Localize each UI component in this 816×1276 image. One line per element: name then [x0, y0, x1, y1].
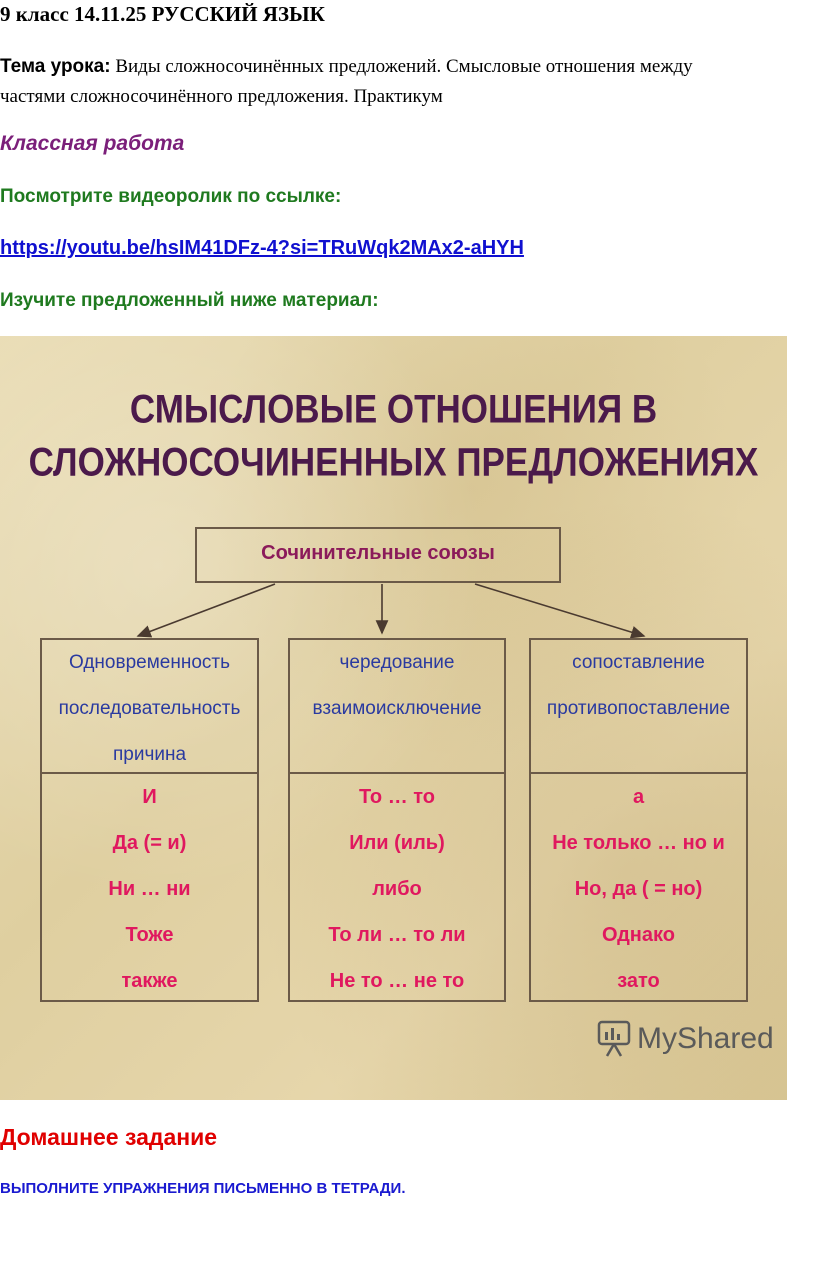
slide-title-line1: СМЫСЛОВЫЕ ОТНОШЕНИЯ В [129, 387, 658, 432]
relation-label: противопоставление [546, 698, 731, 719]
relation-label: чередование [339, 652, 455, 673]
topic-text-line2: частями сложносочинённого предложения. Практикум [0, 86, 443, 107]
conjunction-label: зато [617, 970, 660, 992]
relation-label: последовательность [58, 698, 241, 719]
conjunction-label: Да (= и) [112, 832, 187, 854]
relation-label: Одновременность [68, 652, 231, 673]
slide-title-line2: СЛОЖНОСОЧИНЕННЫХ ПРЕДЛОЖЕНИЯХ [28, 440, 759, 485]
conjunction-box-3 [529, 772, 748, 1002]
relation-label: сопоставление [572, 652, 705, 673]
watermark-logo: MyShared [637, 1022, 774, 1055]
relation-box-3 [529, 638, 748, 774]
relation-label: причина [112, 744, 187, 765]
conjunction-label: либо [372, 878, 422, 900]
lesson-topic [0, 56, 693, 78]
conjunction-label: Однако [602, 924, 675, 946]
conjunction-label: Ни … ни [108, 878, 191, 900]
relation-box-1 [40, 638, 259, 774]
root-node-label: Сочинительные союзы [261, 542, 495, 564]
topic-text-line1: Виды сложносочинённых предложений. Смысловые отношения между [110, 56, 693, 77]
homework-text: ВЫПОЛНИТЕ УПРАЖНЕНИЯ ПИСЬМЕННО В ТЕТРАДИ. [0, 1180, 406, 1197]
relation-box-2 [288, 638, 506, 774]
conjunction-label: Не только … но и [552, 832, 725, 854]
homework-heading: Домашнее задание [0, 1124, 218, 1150]
conjunction-label: Но, да ( = но) [574, 878, 703, 900]
root-node-box [195, 527, 561, 583]
conjunction-label: И [142, 786, 157, 808]
conjunction-label: Или (иль) [349, 832, 445, 854]
watch-video-instruction: Посмотрите видеоролик по ссылке: [0, 186, 342, 207]
conjunction-label: То … то [358, 786, 436, 808]
topic-label: Тема урока: [0, 56, 111, 77]
lesson-slide-image [0, 336, 787, 1100]
presentation-icon [597, 1020, 633, 1060]
conjunction-label: также [121, 970, 178, 992]
relation-label: взаимоисключение [312, 698, 482, 719]
classwork-heading: Классная работа [0, 132, 185, 155]
conjunction-label: Тоже [125, 924, 174, 946]
study-material-instruction: Изучите предложенный ниже материал: [0, 290, 379, 311]
conjunction-label: То ли … то ли [328, 924, 466, 946]
conjunction-label: Не то … не то [329, 970, 465, 992]
conjunction-box-2 [288, 772, 506, 1002]
lesson-header: 9 класс 14.11.25 РУССКИЙ ЯЗЫК [0, 2, 325, 26]
video-link[interactable]: https://youtu.be/hsIM41DFz-4?si=TRuWqk2MAx2-aHYH [0, 237, 524, 259]
conjunction-box-1 [40, 772, 259, 1002]
conjunction-label: а [632, 786, 645, 808]
